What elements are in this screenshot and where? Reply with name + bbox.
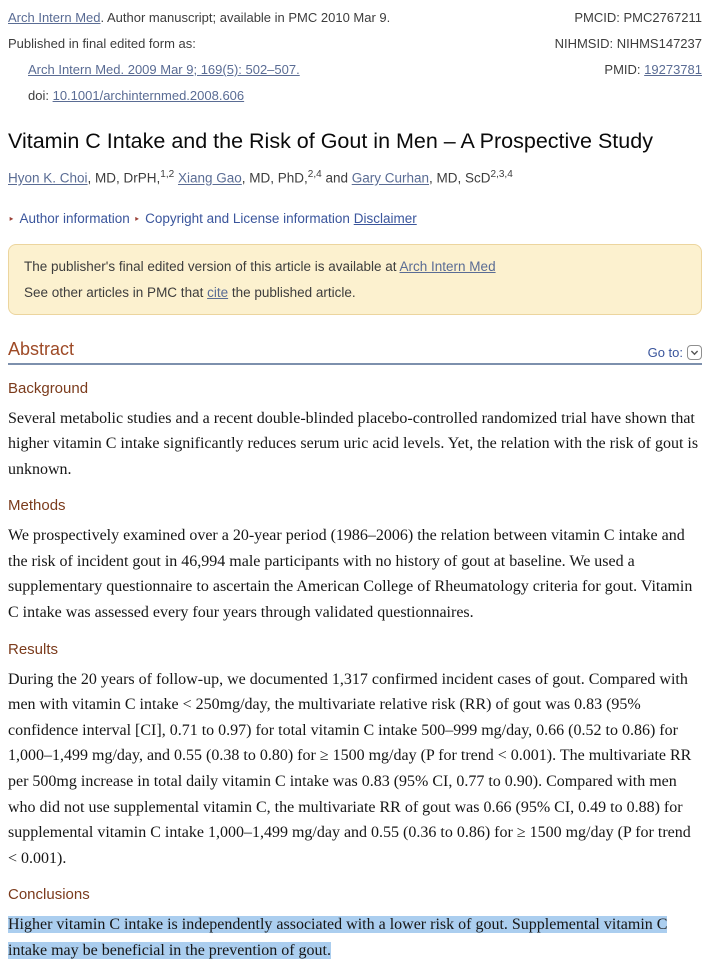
author-information-link[interactable]: Author information (19, 210, 130, 226)
author-degrees: , MD, DrPH, (87, 170, 161, 186)
author-list (8, 169, 702, 186)
author-link-gao[interactable]: Xiang Gao (177, 170, 242, 186)
pmid-label: PMID: (604, 62, 641, 77)
doi-label: doi: (28, 88, 49, 103)
triangle-bullet-icon: ‣ (8, 213, 15, 226)
nihmsid-value: NIHMS147237 (616, 36, 702, 51)
disclaimer-link[interactable]: Disclaimer (353, 210, 417, 226)
abstract-section-header (8, 339, 702, 365)
notice-line1-text: The publisher's final edited version of this article is available at (24, 258, 400, 274)
goto-button[interactable] (648, 345, 702, 360)
abstract-heading: Abstract (8, 338, 75, 359)
conclusions-text (8, 912, 702, 963)
background-text: Several metabolic studies and a recent double-blinded placebo-controlled randomized trial have shown that higher vitamin C intake significantly reduces serum uric acid levels. Yet, the relation with the risk of gout is unknown. (8, 409, 699, 478)
citation-link[interactable]: Arch Intern Med. 2009 Mar 9; 169(5): 502–507. (28, 62, 300, 77)
pmid-link[interactable]: 19273781 (644, 62, 702, 77)
cite-link[interactable]: cite (207, 284, 229, 300)
pmcid-label: PMCID: (574, 10, 620, 25)
journal-link[interactable]: Arch Intern Med (8, 10, 101, 25)
nihmsid-label: NIHMSID: (554, 36, 614, 51)
author-degrees: , MD, PhD, (241, 170, 308, 186)
background-heading: Background (8, 379, 89, 397)
triangle-bullet-icon: ‣ (133, 213, 141, 226)
published-line: Published in final edited form as: (8, 36, 196, 51)
author-link-choi[interactable]: Hyon K. Choi (8, 170, 88, 186)
notice-line1 (24, 258, 686, 276)
methods-heading: Methods (8, 497, 66, 515)
notice-line2 (24, 284, 686, 302)
citation (8, 62, 300, 77)
notice-line2-text: See other articles in PMC that (24, 284, 208, 300)
doi-link[interactable]: 10.1001/archinternmed.2008.606 (52, 88, 245, 103)
manuscript-header (8, 10, 702, 103)
manuscript-line1-text: . Author manuscript; available in PMC 2010 Mar 9. (100, 10, 391, 25)
author-affiliation-sup: 2,3,4 (490, 169, 513, 180)
results-text: During the 20 years of follow-up, we documented 1,317 confirmed incident cases of gout. Compared with men with vitamin C intake < 250mg/day, the multivariate relative risk (RR) of gout was 0.83 (95% confidence interval [CI], 0.71 to 0.97) for total vitamin C intake 500–999 mg/day, 0.66 (0.52 to 0.86) for 1,000–1,499 mg/day, and 0.55 (0.38 to 0.80) for ≥ 1500 mg/day (P for trend < 0.001). The multivariate RR per 500mg increase in total daily vitamin C intake was 0.83 (95% CI, 0.77 to 0.90). Compared with men who did not use supplemental vitamin C, the multivariate RR of gout was 0.66 (95% CI, 0.49 to 0.88) for supplemental vitamin C intake 1,000–1,499 mg/day and 0.55 (0.36 to 0.86) for ≥ 1500 mg/day (P for trend < 0.001). (8, 670, 692, 867)
selected-text-highlight: Higher vitamin C intake is independently associated with a lower risk of gout. Supplemental vitamin C intake may be beneficial in the prevention of gout. (8, 916, 668, 959)
page-title: Vitamin C Intake and the Risk of Gout in Men – A Prospective Study (8, 129, 653, 153)
goto-label: Go to: (647, 344, 683, 360)
pmid (604, 62, 702, 77)
author-affiliation-sup: 1,2 (160, 169, 175, 180)
publisher-notice-box (8, 244, 702, 315)
author-separator: and (321, 170, 352, 186)
methods-text: We prospectively examined over a 20-year period (1986–2006) the relation between vitamin C intake and the risk of incident gout in 46,994 male participants with no history of gout at baseline. We used a supplementary questionnaire to ascertain the American College of Rheumatology criteria for gout. Vitamin C intake was assessed every four years through validated questionnaires. (8, 527, 693, 622)
chevron-down-icon[interactable] (687, 345, 702, 360)
nihmsid (555, 36, 702, 51)
results-heading: Results (8, 640, 59, 658)
doi-line (8, 88, 244, 103)
copyright-license-link[interactable]: Copyright and License information (145, 210, 350, 226)
author-degrees: , MD, ScD (429, 170, 491, 186)
pmcid (574, 10, 702, 25)
notice-line2-suffix: the published article. (228, 284, 356, 300)
publisher-version-link[interactable]: Arch Intern Med (399, 258, 496, 274)
manuscript-line1 (8, 10, 390, 25)
author-info-bar (8, 211, 702, 226)
author-affiliation-sup: 2,4 (307, 169, 322, 180)
conclusions-heading: Conclusions (8, 886, 90, 904)
author-link-curhan[interactable]: Gary Curhan (351, 170, 430, 186)
pmcid-value: PMC2767211 (623, 10, 702, 25)
